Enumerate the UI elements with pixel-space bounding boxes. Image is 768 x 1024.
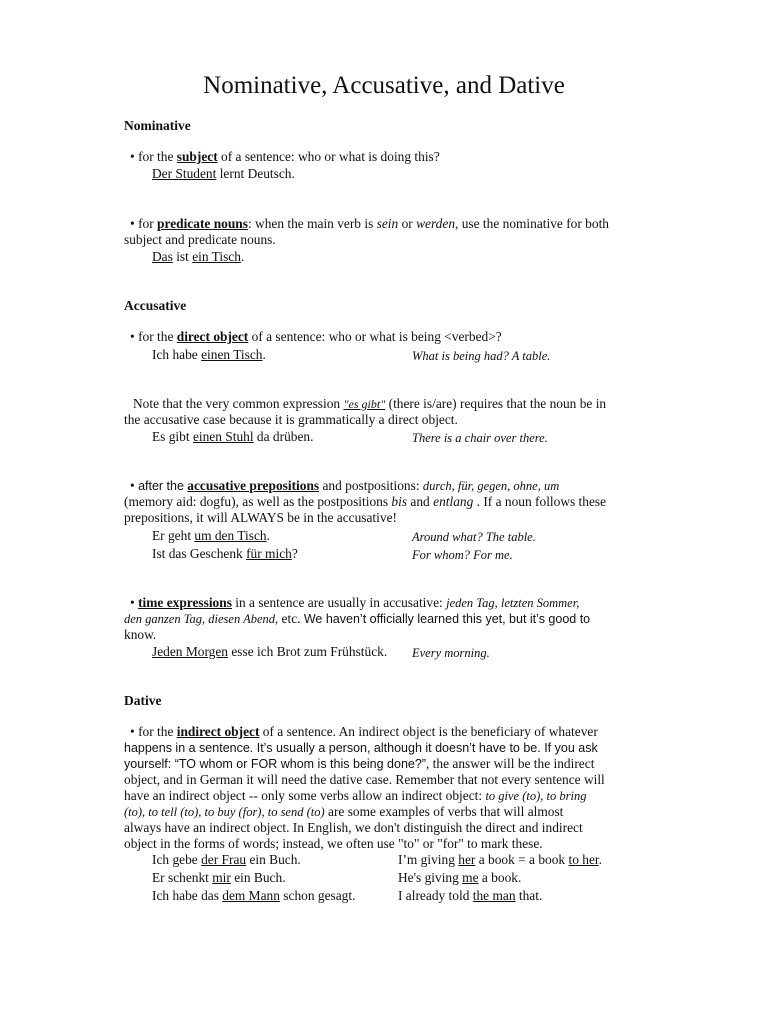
example-translation: Around what? The table. bbox=[412, 530, 536, 544]
example-sentence: Es gibt einen Stuhl da drüben. bbox=[152, 429, 314, 444]
key-term: direct object bbox=[176, 329, 249, 344]
paragraph-line: the accusative case because it is grammatically a direct object. bbox=[124, 412, 458, 427]
example-sentence: Das ist ein Tisch. bbox=[152, 249, 245, 264]
paragraph-line: (memory aid: dogfu), as well as the postpositions bis and entlang . If a noun follows these bbox=[124, 494, 607, 509]
bullet: • bbox=[130, 216, 135, 231]
accusative-bullet-prepositions: • after the accusative prepositions and postpositions: durch, für, gegen, ohne, um bbox=[130, 478, 560, 493]
key-term: indirect object bbox=[176, 724, 260, 739]
example-sentence: Jeden Morgen esse ich Brot zum Frühstück. bbox=[152, 644, 388, 659]
example-translation: For whom? For me. bbox=[412, 548, 513, 562]
example-sentence: Ich habe einen Tisch. bbox=[152, 347, 266, 362]
dative-bullet-indirect-object: • for the indirect object of a sentence. An indirect object is the beneficiary of whatever bbox=[130, 724, 598, 739]
example-sentence: Ich habe das dem Mann schon gesagt. bbox=[152, 888, 356, 903]
example-translation: There is a chair over there. bbox=[412, 431, 548, 445]
accusative-bullet-direct-object: • for the direct object of a sentence: who or what is being <verbed>? bbox=[130, 329, 502, 344]
paragraph-line: yourself: “TO whom or FOR whom is this being done?”, the answer will be the indirect bbox=[124, 756, 595, 771]
example-translation: Every morning. bbox=[412, 646, 490, 660]
paragraph-line: prepositions, it will ALWAYS be in the accusative! bbox=[124, 510, 397, 525]
key-term: time expressions bbox=[138, 595, 232, 610]
example-translation: He's giving me a book. bbox=[398, 870, 522, 885]
paragraph-line: have an indirect object -- only some verbs allow an indirect object: to give (to), to bring bbox=[124, 788, 587, 803]
example-translation: I already told the man that. bbox=[398, 888, 543, 903]
example-sentence: Er schenkt mir ein Buch. bbox=[152, 870, 286, 885]
paragraph-line: object, and in German it will need the dative case. Remember that not every sentence will bbox=[124, 772, 605, 787]
key-term: accusative prepositions bbox=[187, 478, 320, 493]
accusative-note-es-gibt: Note that the very common expression "es gibt" (there is/are) requires that the noun be in bbox=[133, 396, 607, 411]
paragraph-line: object in the forms of words; instead, we often use "to" or "for" to mark these. bbox=[124, 836, 543, 851]
paragraph-line: (to), to tell (to), to buy (for), to send (to) are some examples of verbs that will almost bbox=[124, 804, 564, 819]
paragraph-line: happens in a sentence. It’s usually a person, although it doesn’t have to be. If you ask bbox=[124, 741, 598, 755]
key-term: predicate nouns bbox=[157, 216, 248, 231]
accusative-bullet-time-expressions: • time expressions in a sentence are usually in accusative: jeden Tag, letzten Sommer, bbox=[130, 595, 580, 610]
bullet: • bbox=[130, 724, 135, 739]
section-heading-accusative: Accusative bbox=[124, 298, 187, 313]
section-heading-dative: Dative bbox=[124, 693, 162, 708]
bullet: • bbox=[130, 149, 135, 164]
nominative-bullet-predicate: • for predicate nouns: when the main verb is sein or werden, use the nominative for both bbox=[130, 216, 609, 231]
bullet: • bbox=[130, 478, 135, 493]
example-sentence: Der Student lernt Deutsch. bbox=[152, 166, 295, 181]
paragraph-line: know. bbox=[124, 627, 157, 642]
paragraph-line: den ganzen Tag, diesen Abend, etc. We haven’t officially learned this yet, but it’s good to bbox=[124, 611, 591, 626]
paragraph-line: subject and predicate nouns. bbox=[124, 232, 276, 247]
example-sentence: Er geht um den Tisch. bbox=[152, 528, 270, 543]
example-sentence: Ist das Geschenk für mich? bbox=[152, 546, 298, 561]
example-translation: What is being had? A table. bbox=[412, 349, 551, 363]
example-sentence: Ich gebe der Frau ein Buch. bbox=[152, 852, 301, 867]
key-term: subject bbox=[176, 149, 218, 164]
nominative-bullet-subject: • for the subject of a sentence: who or what is doing this? bbox=[130, 149, 440, 164]
bullet: • bbox=[130, 595, 135, 610]
example-translation: I’m giving her a book = a book to her. bbox=[398, 852, 602, 867]
paragraph-line: always have an indirect object. In English, we don't distinguish the direct and indirect bbox=[124, 820, 583, 835]
section-heading-nominative: Nominative bbox=[124, 118, 191, 133]
key-term: "es gibt" bbox=[343, 397, 386, 411]
page-title: Nominative, Accusative, and Dative bbox=[203, 72, 565, 99]
bullet: • bbox=[130, 329, 135, 344]
